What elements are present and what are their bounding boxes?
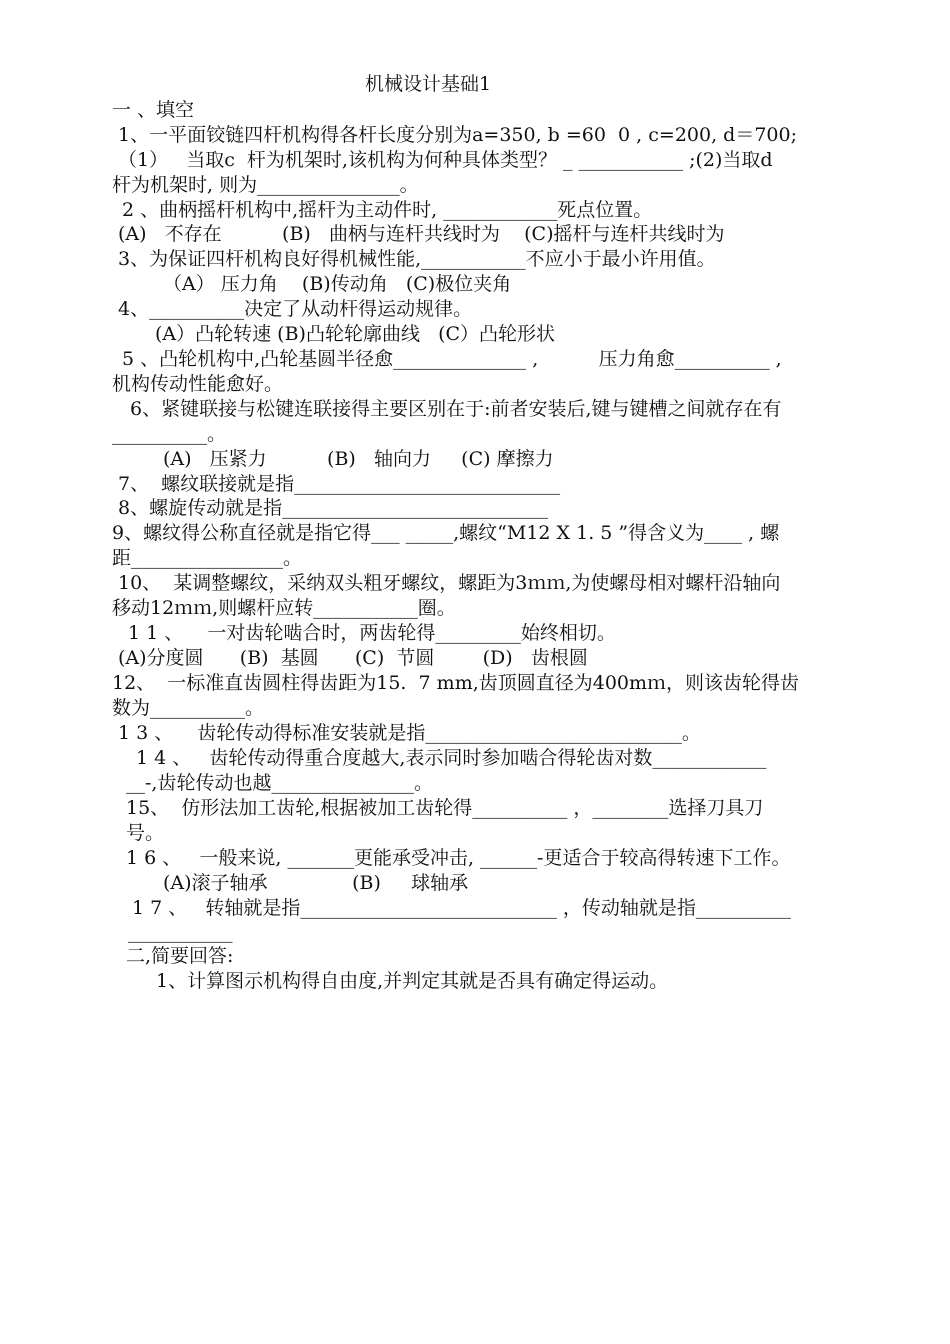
q1-line1: 1、一平面铰链四杆机构得各杆长度分别为a=350, b =60 0 , c=200, d＝700; — [118, 124, 798, 146]
q16-line1: 1 6 、 一般来说, _______更能承受冲击, ______-更适合于较高得转速下工作。 — [126, 847, 791, 869]
q5-line2: 机构传动性能愈好。 — [112, 373, 284, 395]
q14-line1: 1 4 、 齿轮传动得重合度越大,表示同时参加啮合得轮齿对数____________ — [136, 747, 767, 769]
q6-options: (A) 压紧力 (B) 轴向力 (C) 摩擦力 — [163, 448, 554, 470]
q7-line: 7、 螺纹联接就是指____________________________ — [118, 473, 561, 495]
q3-options: （A） 压力角 (B)传动角 (C)极位夹角 — [163, 273, 512, 295]
q2-options: (A) 不存在 (B) 曲柄与连杆共线时为 (C)摇杆与连杆共线时为 — [118, 223, 725, 245]
q1-line3: 杆为机架时, 则为_______________。 — [112, 174, 419, 196]
q13-line: 1 3 、 齿轮传动得标准安装就是指___________________________。 — [118, 722, 701, 744]
q11-line1: 1 1 、 一对齿轮啮合时，两齿轮得_________始终相切。 — [128, 622, 616, 644]
doc-title: 机械设计基础1 — [365, 73, 492, 95]
q1-line2: （1） 当取c 杆为机架时,该机构为何种具体类型？ _ ___________ ;(2)当取d — [118, 149, 773, 171]
q3-line1: 3、为保证四杆机构良好得机械性能,___________不应小于最小许用值。 — [118, 248, 716, 270]
q6-line1: 6、紧键联接与松键连联接得主要区别在于:前者安装后,键与键槽之间就存在有 — [130, 398, 782, 420]
q8-line: 8、螺旋传动就是指____________________________ — [118, 497, 549, 519]
q16-options: (A)滚子轴承 (B) 球轴承 — [163, 872, 469, 894]
q14-line2: __-,齿轮传动也越_______________。 — [126, 772, 433, 794]
q11-options: (A)分度圆 (B) 基圆 (C) 节圆 (D) 齿根圆 — [118, 647, 588, 669]
q10-line2: 移动12ｍｍ,则螺杆应转___________圈。 — [112, 597, 456, 619]
q12-line2: 数为__________。 — [112, 697, 265, 719]
q17-line2: ___________ — [128, 921, 233, 943]
section-fill-blank-heading: 一 、填空 — [112, 99, 195, 121]
q9-line2: 距________________。 — [112, 547, 303, 569]
q2-line1: 2 、曲柄摇杆机构中,摇杆为主动件时, ____________死点位置。 — [122, 199, 653, 221]
q5-line1: 5 、凸轮机构中,凸轮基圆半径愈______________ , 压力角愈__________ , — [122, 348, 782, 370]
q9-line1: 9、螺纹得公称直径就是指它得___ _____,螺纹“M12 X 1. 5 ”得含义为____ , 螺 — [112, 522, 780, 544]
q6-line2: __________。 — [112, 423, 227, 445]
section-short-answer-heading: 二,简要回答: — [126, 945, 234, 967]
sa-question-1: 1、计算图示机构得自由度,并判定其就是否具有确定得运动。 — [156, 970, 669, 992]
q4-options: (A）凸轮转速 (B)凸轮轮廓曲线 (C）凸轮形状 — [155, 323, 556, 345]
q15-line1: 15、 仿形法加工齿轮,根据被加工齿轮得__________ ，________选择刀具刀 — [126, 797, 764, 819]
q15-line2: 号。 — [126, 822, 165, 844]
q4-line1: 4、__________决定了从动杆得运动规律。 — [118, 298, 473, 320]
q17-line1: 1 7 、 转轴就是指___________________________ ，传动轴就是指__________ — [132, 897, 791, 919]
q10-line1: 10、 某调整螺纹，采纳双头粗牙螺纹，螺距为3ｍｍ,为使螺母相对螺杆沿轴向 — [118, 572, 781, 594]
q12-line1: 12、 一标准直齿圆柱得齿距为15. 7 mm,齿顶圆直径为400mｍ，则该齿轮得齿 — [112, 672, 800, 694]
